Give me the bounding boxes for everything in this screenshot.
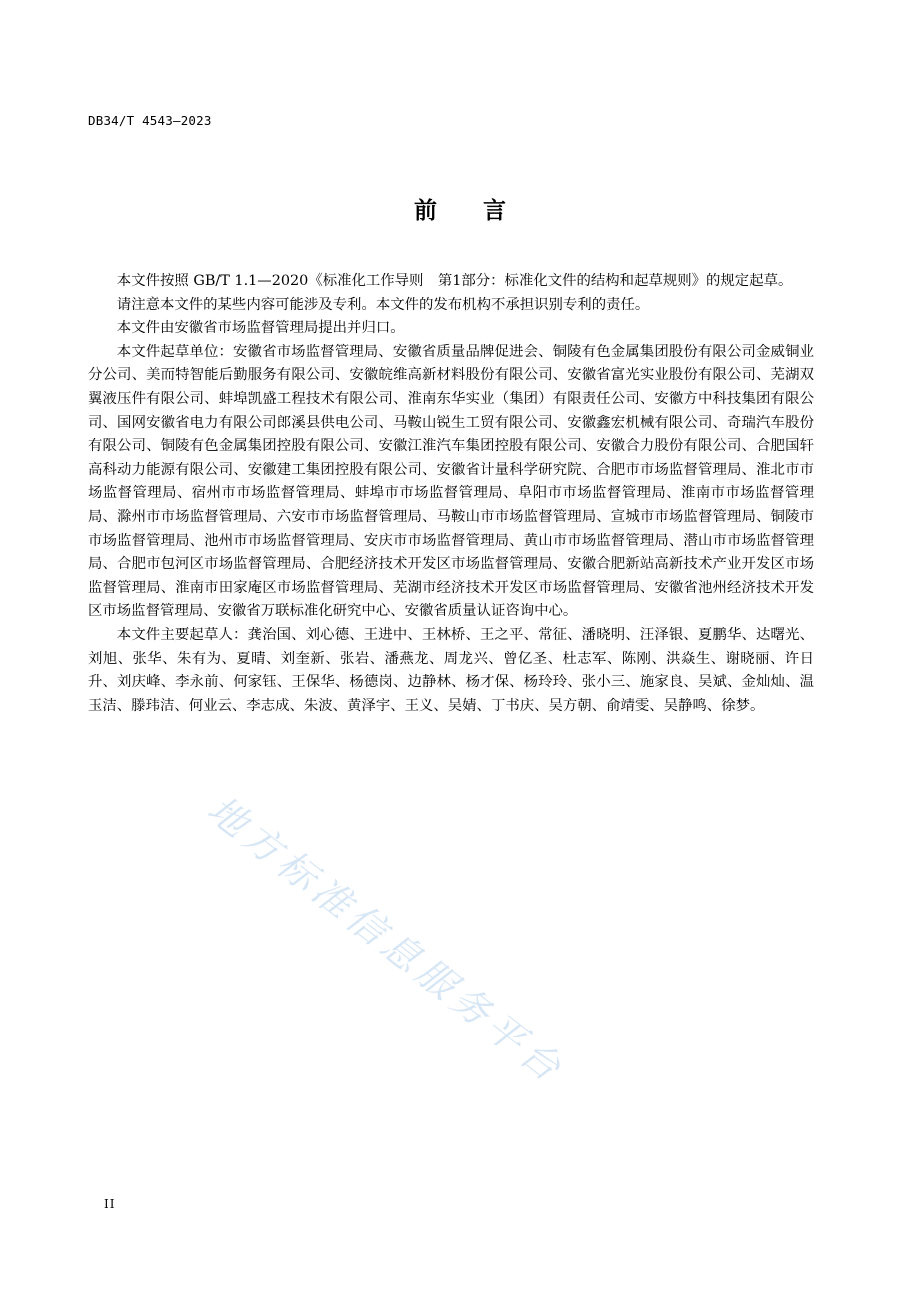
paragraph-drafters: 本文件主要起草人：龚治国、刘心德、王进中、王林桥、王之平、常征、潘晓明、汪泽银、夏鹏华、达曙光、刘旭、张华、朱有为、夏晴、刘奎新、张岩、潘燕龙、周龙兴、曾亿圣、杜志军、陈刚、洪焱生、谢晓丽、许日升、刘庆峰、李永前、何家钰、王保华、杨德岗、边静林、杨才保、杨玲玲、张小三、施家良、吴斌、金灿灿、温玉洁、滕玮洁、何业云、李志成、朱波、黄泽宇、王义、吴婧、丁书庆、吴方朝、俞靖雯、吴静鸣、徐梦。 — [88, 626, 814, 714]
paragraph-drafting-units: 本文件起草单位：安徽省市场监督管理局、安徽省质量品牌促进会、铜陵有色金属集团股份有限公司金威铜业分公司、美而特智能后勤服务有限公司、安徽皖维高新材料股份有限公司、安徽省富光实业股份有限公司、芜湖双翼液压件有限公司、蚌埠凯盛工程技术有限公司、淮南东华实业（集团）有限责任公司、安徽方中科技集团有限公司、国网安徽省电力有限公司郎溪县供电公司、马鞍山锐生工贸有限公司、安徽鑫宏机械有限公司、奇瑞汽车股份有限公司、铜陵有色金属集团控股有限公司、安徽江淮汽车集团控股有限公司、安徽合力股份有限公司、合肥国轩高科动力能源有限公司、安徽建工集团控股有限公司、安徽省计量科学研究院、合肥市市场监督管理局、淮北市市场监督管理局、宿州市市场监督管理局、蚌埠市市场监督管理局、阜阳市市场监督管理局、淮南市市场监督管理局、滁州市市场监督管理局、六安市市场监督管理局、马鞍山市市场监督管理局、宣城市市场监督管理局、铜陵市市场监督管理局、池州市市场监督管理局、安庆市市场监督管理局、黄山市市场监督管理局、潜山市市场监督管理局、合肥市包河区市场监督管理局、合肥经济技术开发区市场监督管理局、安徽合肥新站高新技术产业开发区市场监督管理局、淮南市田家庵区市场监督管理局、芜湖市经济技术开发区市场监督管理局、安徽省池州经济技术开发区市场监督管理局、安徽省万联标准化研究中心、安徽省质量认证咨询中心。 — [88, 343, 814, 620]
paragraph-patent-notice: 请注意本文件的某些内容可能涉及专利。本文件的发布机构不承担识别专利的责任。 — [116, 296, 650, 313]
page-title: 前言 — [414, 198, 552, 224]
watermark-text: 地方标准信息服务平台 — [199, 787, 574, 1093]
paragraph-proposer: 本文件由安徽省市场监督管理局提出并归口。 — [116, 320, 405, 337]
paragraph-drafting-rule: 本文件按照 GB/T 1.1—2020《标准化工作导则 第1部分：标准化文件的结构和起草规则》的规定起草。 — [116, 273, 793, 289]
page-number: II — [104, 1197, 116, 1211]
foreword-body — [88, 270, 814, 718]
document-code: DB34/T 4543—2023 — [88, 113, 212, 128]
